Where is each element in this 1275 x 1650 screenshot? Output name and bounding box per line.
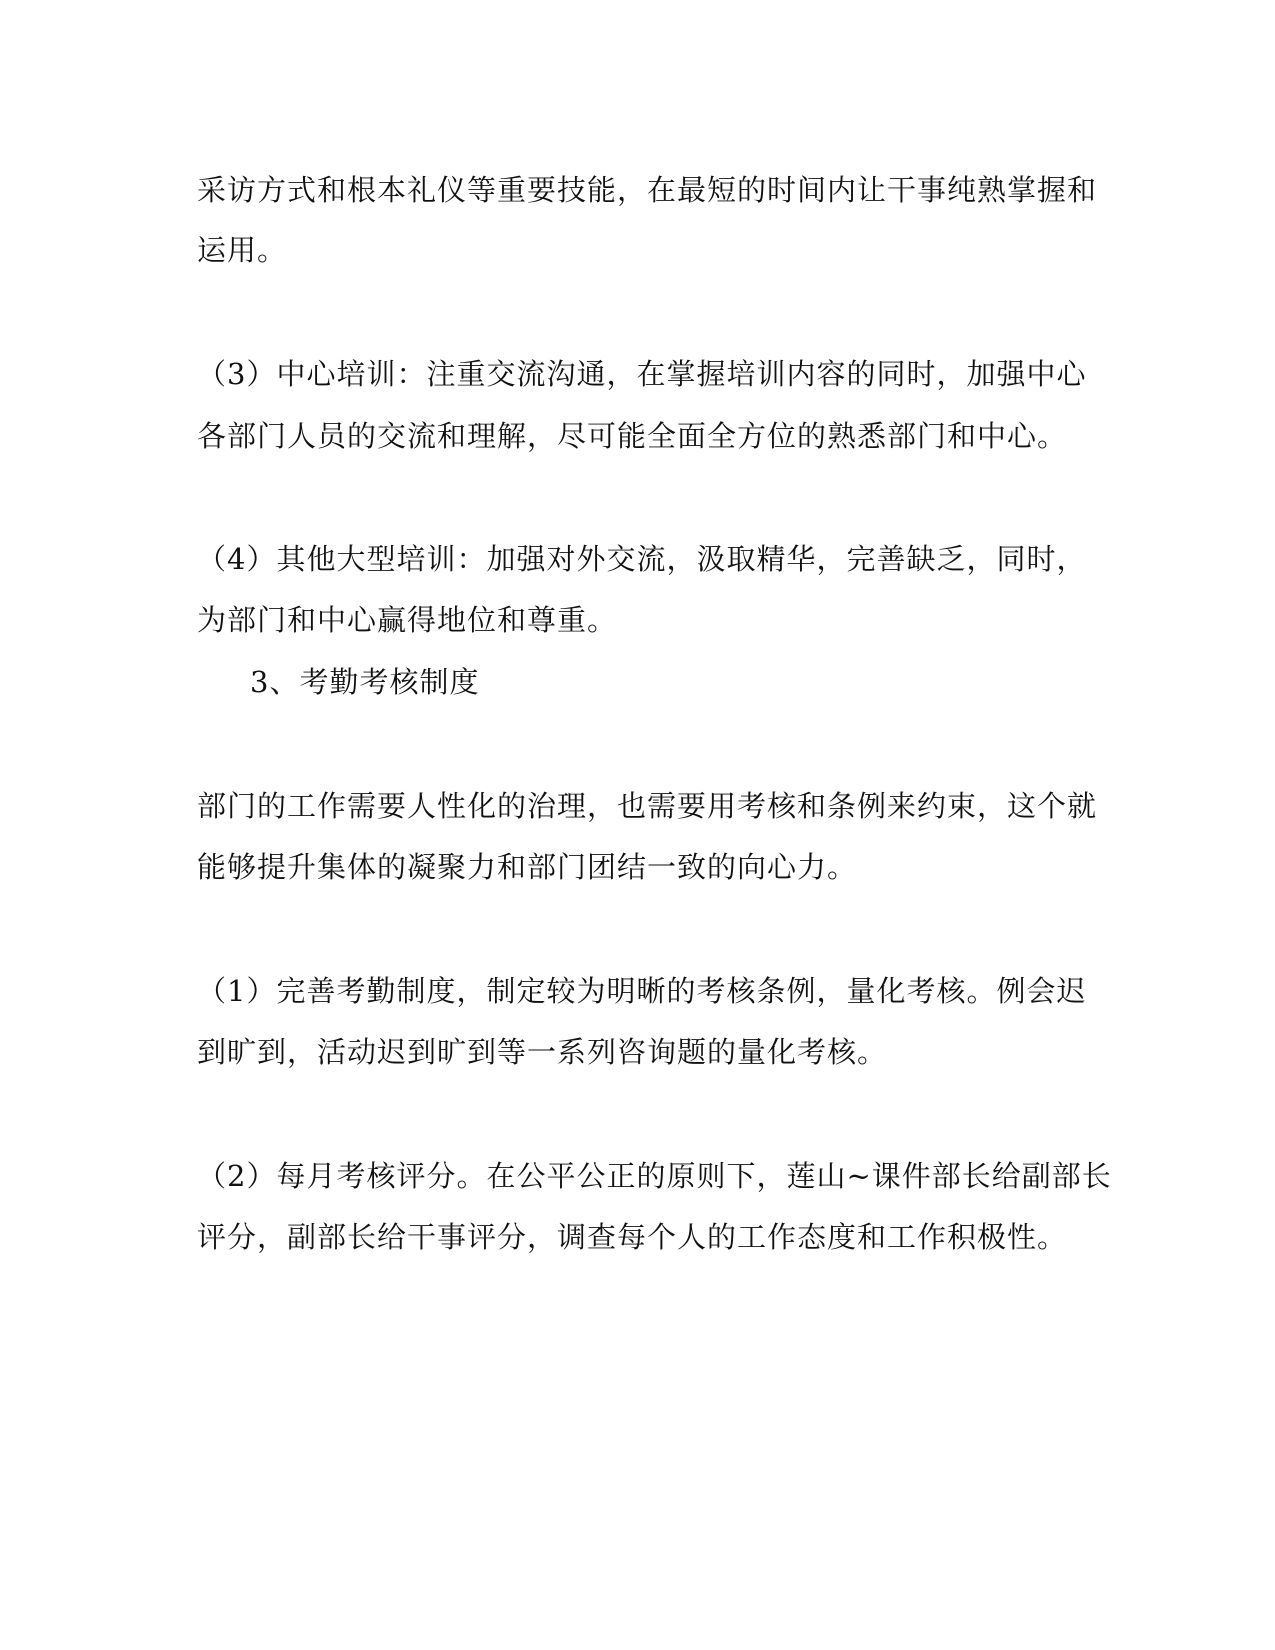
paragraph-line: 运用。 [197, 233, 288, 267]
paragraph-line: 为部门和中心赢得地位和尊重。 [197, 603, 618, 637]
paragraph-line: （2）每月考核评分。在公平公正的原则下，莲山~课件部长给副部长 [197, 1159, 1112, 1193]
paragraph-line: 各部门人员的交流和理解，尽可能全面全方位的熟悉部门和中心。 [197, 419, 1068, 453]
paragraph-line: 采访方式和根本礼仪等重要技能，在最短的时间内让干事纯熟掌握和 [197, 173, 1098, 207]
paragraph-line: 到旷到，活动迟到旷到等一系列咨询题的量化考核。 [197, 1035, 888, 1069]
paragraph-line: 部门的工作需要人性化的治理，也需要用考核和条例来约束，这个就 [197, 789, 1098, 823]
paragraph-line: （1）完善考勤制度，制定较为明晰的考核条例，量化考核。例会迟 [197, 974, 1087, 1008]
paragraph-line: 评分，副部长给干事评分，调查每个人的工作态度和工作积极性。 [197, 1220, 1068, 1254]
paragraph-line: 能够提升集体的凝聚力和部门团结一致的向心力。 [197, 850, 858, 884]
paragraph-line: （4）其他大型培训：加强对外交流，汲取精华，完善缺乏，同时， [197, 542, 1087, 576]
section-heading: 3、考勤考核制度 [250, 665, 480, 699]
paragraph-line: （3）中心培训：注重交流沟通，在掌握培训内容的同时，加强中心 [197, 357, 1087, 391]
